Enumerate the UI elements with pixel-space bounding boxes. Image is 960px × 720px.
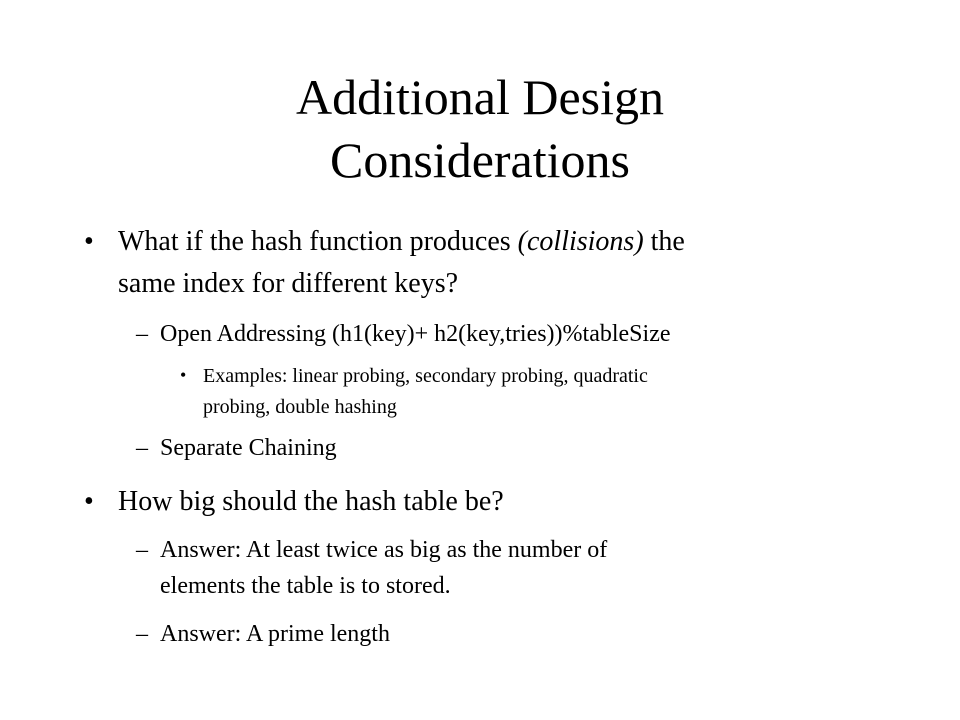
subsub-text-line-2: probing, double hashing: [203, 396, 397, 418]
sub-text: Separate Chaining: [160, 435, 337, 461]
subsub-text-line-1: Examples: linear probing, secondary probing, quadratic: [203, 365, 648, 387]
bullet-text: How big should the hash table be?: [118, 486, 504, 517]
sub-text: Answer: A prime length: [160, 621, 390, 647]
sub-answer-twice: [136, 536, 916, 600]
sub-text-line-2: elements the table is to stored.: [160, 573, 451, 599]
bullet-table-size: [84, 482, 924, 524]
bullet-text-line-2: same index for different keys?: [118, 268, 459, 299]
subsub-examples: [180, 362, 900, 422]
slide-title: [0, 66, 960, 192]
bullet-text-line-1: [118, 222, 685, 262]
slide-title-line-1: Additional Design: [295, 69, 665, 125]
bullet-mark: •: [180, 365, 187, 385]
sub-separate-chaining: [136, 434, 916, 464]
dash-mark: –: [136, 537, 148, 563]
dash-mark: –: [136, 321, 148, 347]
slide-title-line-2: Considerations: [330, 132, 630, 188]
bullet-text-part: What if the hash function produces: [118, 226, 518, 257]
sub-text-line-1: Answer: At least twice as big as the number of: [160, 537, 608, 563]
sub-answer-prime: [136, 620, 916, 650]
bullet-collisions: [84, 222, 924, 302]
bullet-text-part: the: [643, 226, 685, 257]
bullet-mark: •: [84, 226, 94, 257]
bullet-text-emphasis: (collisions): [517, 226, 644, 257]
sub-text: Open Addressing (h1(key)+ h2(key,tries))%tableSize: [160, 321, 671, 347]
dash-mark: –: [136, 621, 148, 647]
dash-mark: –: [136, 435, 148, 461]
sub-open-addressing: [136, 320, 916, 350]
bullet-mark: •: [84, 486, 94, 517]
